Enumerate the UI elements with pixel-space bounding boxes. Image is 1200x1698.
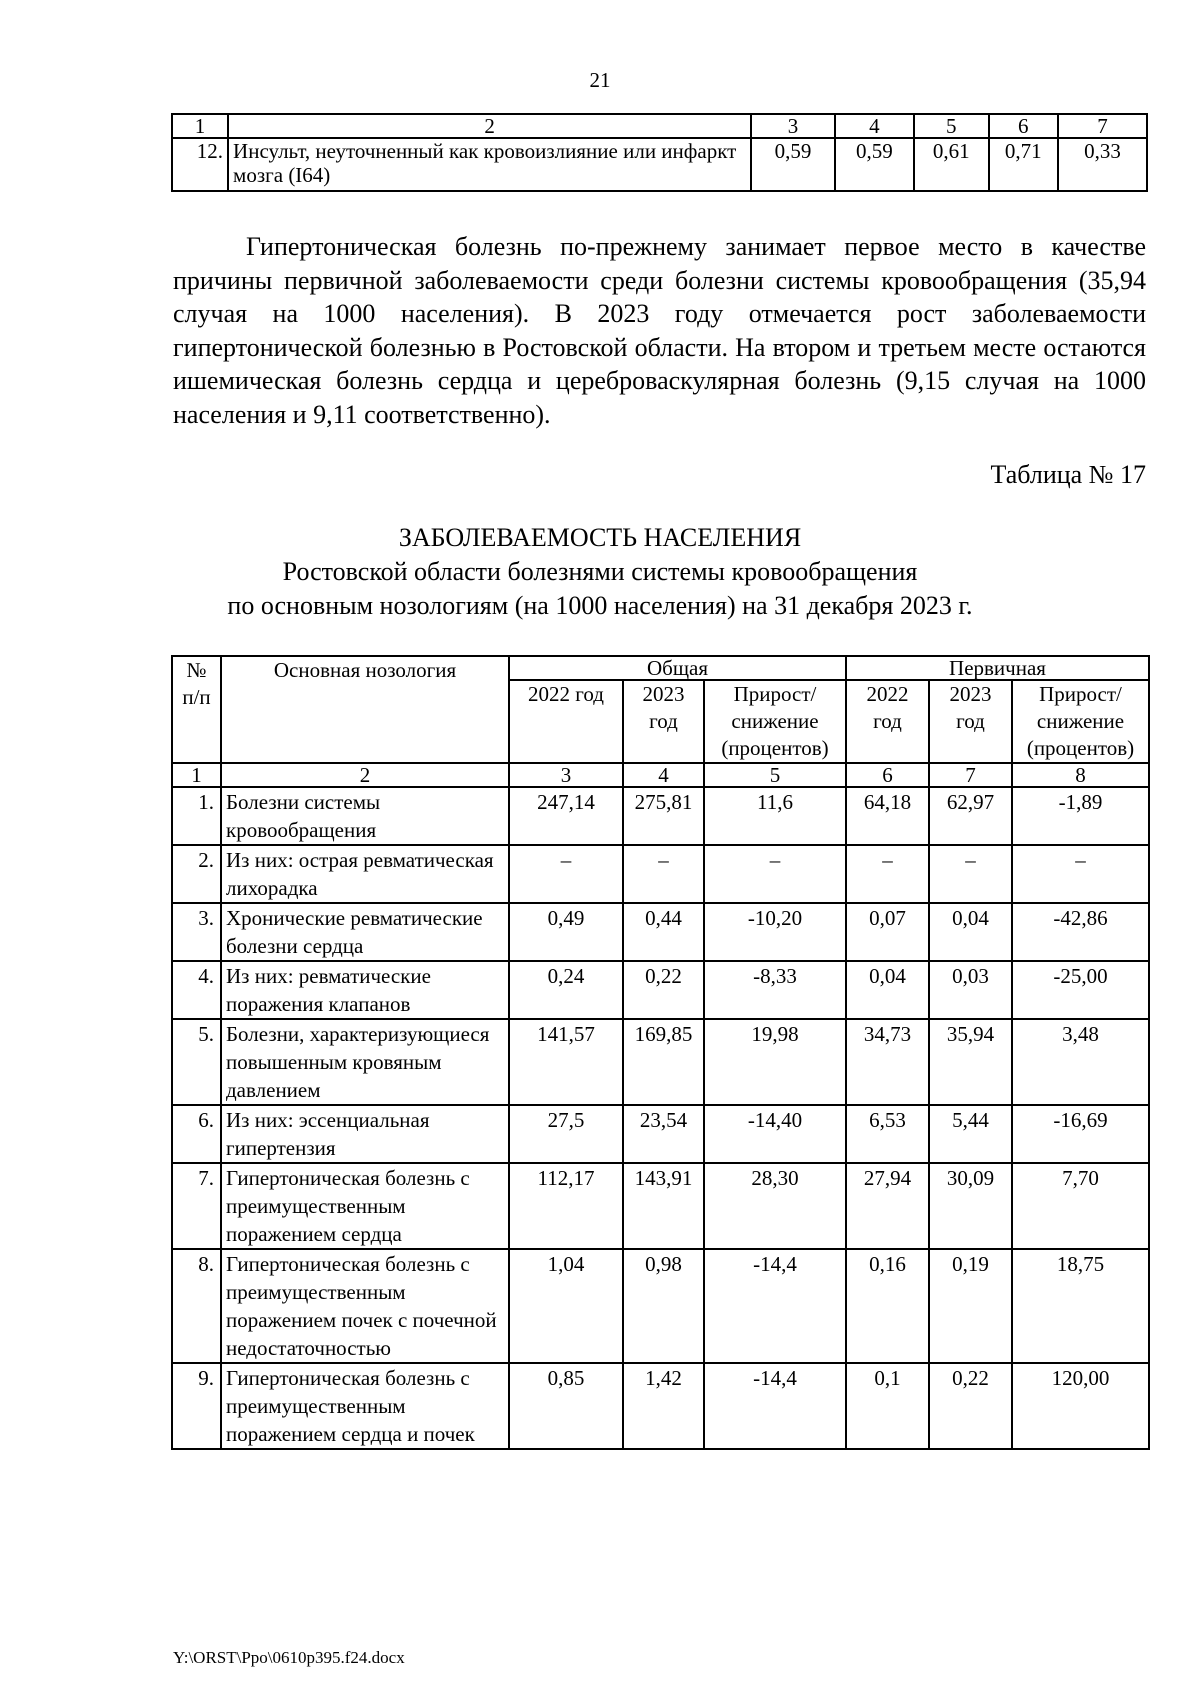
cell-value: 0,1: [846, 1363, 929, 1449]
body-paragraph: Гипертоническая болезнь по-прежнему занимает первое место в качестве причины первичной заболеваемости среди болезни системы кровообращения (35,94 случая на 1000 населения). В 2023 году отмечается рост заболеваемости гипертонической болезнью в Ростовской области. На втором и третьем месте остаются ишемическая болезнь сердца и цереброваскулярная болезнь (9,15 случая на 1000 населения и 9,11 соответственно).: [173, 232, 1146, 429]
cell-value: 0,85: [509, 1363, 623, 1449]
cell-value: 0,71: [989, 138, 1058, 191]
title-line: по основным нозологиям (на 1000 населения) на 31 декабря 2023 г.: [227, 591, 973, 620]
nosology-name: Гипертоническая болезнь с преимущественным поражением почек с почечной недостаточностью: [221, 1249, 509, 1363]
cell-value: 0,04: [929, 903, 1012, 961]
header-general: Общая: [509, 656, 846, 680]
cell-value: -42,86: [1012, 903, 1149, 961]
cell-value: 30,09: [929, 1163, 1012, 1249]
row-number: 12.: [172, 138, 228, 191]
nosology-name: Из них: острая ревматическая лихорадка: [221, 845, 509, 903]
cell-value: –: [509, 845, 623, 903]
col-number: 6: [846, 763, 929, 787]
column-number-row: [172, 114, 1147, 138]
cell-value: 5,44: [929, 1105, 1012, 1163]
nosology-name: Болезни системы кровообращения: [221, 787, 509, 845]
cell-value: 62,97: [929, 787, 1012, 845]
cell-value: –: [1012, 845, 1149, 903]
file-path-footer: Y:\ORST\Ppo\0610p395.f24.docx: [173, 1648, 405, 1667]
table-row: [172, 1163, 1149, 1249]
table-row: [172, 903, 1149, 961]
header-year-2022: 2022 год: [846, 680, 929, 763]
cell-value: 141,57: [509, 1019, 623, 1105]
col-number: 2: [221, 763, 509, 787]
cell-value: –: [623, 845, 704, 903]
table-number: Таблица № 17: [990, 460, 1146, 489]
morbidity-table: [171, 655, 1150, 1450]
cell-value: -8,33: [704, 961, 846, 1019]
row-number: 3.: [172, 903, 221, 961]
cell-value: -25,00: [1012, 961, 1149, 1019]
nosology-name: Из них: эссенциальная гипертензия: [221, 1105, 509, 1163]
col-number: 3: [509, 763, 623, 787]
title-line: Ростовской области болезнями системы кровообращения: [282, 557, 918, 586]
table-row: [172, 961, 1149, 1019]
cell-value: 27,94: [846, 1163, 929, 1249]
cell-value: 6,53: [846, 1105, 929, 1163]
cell-value: 35,94: [929, 1019, 1012, 1105]
col-number: 2: [228, 114, 751, 138]
cell-value: 247,14: [509, 787, 623, 845]
cell-value: 0,07: [846, 903, 929, 961]
cell-value: 0,59: [751, 138, 835, 191]
nosology-name: Болезни, характеризующиеся повышенным кровяным давлением: [221, 1019, 509, 1105]
row-number: 7.: [172, 1163, 221, 1249]
cell-value: 3,48: [1012, 1019, 1149, 1105]
table-row: [172, 787, 1149, 845]
cell-value: 0,04: [846, 961, 929, 1019]
col-number: 5: [704, 763, 846, 787]
cell-value: –: [846, 845, 929, 903]
cell-value: 0,03: [929, 961, 1012, 1019]
cell-value: 64,18: [846, 787, 929, 845]
col-number: 7: [1058, 114, 1147, 138]
header-year-2023: 2023 год: [929, 680, 1012, 763]
cell-value: –: [704, 845, 846, 903]
cell-value: 1,42: [623, 1363, 704, 1449]
col-number: 4: [623, 763, 704, 787]
cell-value: -14,40: [704, 1105, 846, 1163]
cell-value: 19,98: [704, 1019, 846, 1105]
cell-value: 0,24: [509, 961, 623, 1019]
title-line: ЗАБОЛЕВАЕМОСТЬ НАСЕЛЕНИЯ: [398, 523, 802, 552]
header-primary: Первичная: [846, 656, 1149, 680]
col-number: 1: [172, 114, 228, 138]
cell-value: 0,22: [623, 961, 704, 1019]
nosology-name: Гипертоническая болезнь с преимущественным поражением сердца: [221, 1163, 509, 1249]
table-title: [0, 521, 1200, 623]
table-row: [172, 138, 1147, 191]
row-name: Инсульт, неуточненный как кровоизлияние или инфаркт мозга (I64): [228, 138, 751, 191]
cell-value: 11,6: [704, 787, 846, 845]
cell-value: 143,91: [623, 1163, 704, 1249]
cell-value: -14,4: [704, 1249, 846, 1363]
row-number: 8.: [172, 1249, 221, 1363]
col-number: 1: [172, 763, 221, 787]
cell-value: 0,16: [846, 1249, 929, 1363]
header-growth: Прирост/ снижение (процентов): [704, 680, 846, 763]
cell-value: 0,49: [509, 903, 623, 961]
row-number: 9.: [172, 1363, 221, 1449]
cell-value: 7,70: [1012, 1163, 1149, 1249]
cell-value: 0,44: [623, 903, 704, 961]
header-year-2023: 2023 год: [623, 680, 704, 763]
continuation-table: [171, 113, 1148, 192]
row-number: 2.: [172, 845, 221, 903]
cell-value: 0,33: [1058, 138, 1147, 191]
header-nosology: Основная нозология: [221, 656, 509, 763]
header-growth: Прирост/ снижение (процентов): [1012, 680, 1149, 763]
table-row: [172, 1363, 1149, 1449]
row-number: 1.: [172, 787, 221, 845]
table-row: [172, 845, 1149, 903]
table-row: [172, 1105, 1149, 1163]
header-number: № п/п: [172, 656, 221, 763]
cell-value: 275,81: [623, 787, 704, 845]
cell-value: -16,69: [1012, 1105, 1149, 1163]
page-number: 21: [589, 68, 611, 92]
table-row: [172, 1249, 1149, 1363]
cell-value: -1,89: [1012, 787, 1149, 845]
column-number-row: [172, 763, 1149, 787]
cell-value: 0,22: [929, 1363, 1012, 1449]
col-number: 7: [929, 763, 1012, 787]
nosology-name: Из них: ревматические поражения клапанов: [221, 961, 509, 1019]
cell-value: 0,59: [835, 138, 914, 191]
nosology-name: Хронические ревматические болезни сердца: [221, 903, 509, 961]
col-number: 4: [835, 114, 914, 138]
cell-value: 18,75: [1012, 1249, 1149, 1363]
cell-value: 120,00: [1012, 1363, 1149, 1449]
cell-value: 34,73: [846, 1019, 929, 1105]
cell-value: –: [929, 845, 1012, 903]
row-number: 5.: [172, 1019, 221, 1105]
cell-value: -10,20: [704, 903, 846, 961]
cell-value: 0,19: [929, 1249, 1012, 1363]
cell-value: 27,5: [509, 1105, 623, 1163]
row-number: 4.: [172, 961, 221, 1019]
cell-value: 28,30: [704, 1163, 846, 1249]
header-year-2022: 2022 год: [509, 680, 623, 763]
header-row: [172, 656, 1149, 680]
col-number: 8: [1012, 763, 1149, 787]
cell-value: 0,98: [623, 1249, 704, 1363]
table-row: [172, 1019, 1149, 1105]
cell-value: -14,4: [704, 1363, 846, 1449]
cell-value: 0,61: [914, 138, 989, 191]
col-number: 3: [751, 114, 835, 138]
col-number: 5: [914, 114, 989, 138]
nosology-name: Гипертоническая болезнь с преимущественным поражением сердца и почек: [221, 1363, 509, 1449]
cell-value: 1,04: [509, 1249, 623, 1363]
cell-value: 23,54: [623, 1105, 704, 1163]
row-number: 6.: [172, 1105, 221, 1163]
cell-value: 169,85: [623, 1019, 704, 1105]
col-number: 6: [989, 114, 1058, 138]
cell-value: 112,17: [509, 1163, 623, 1249]
